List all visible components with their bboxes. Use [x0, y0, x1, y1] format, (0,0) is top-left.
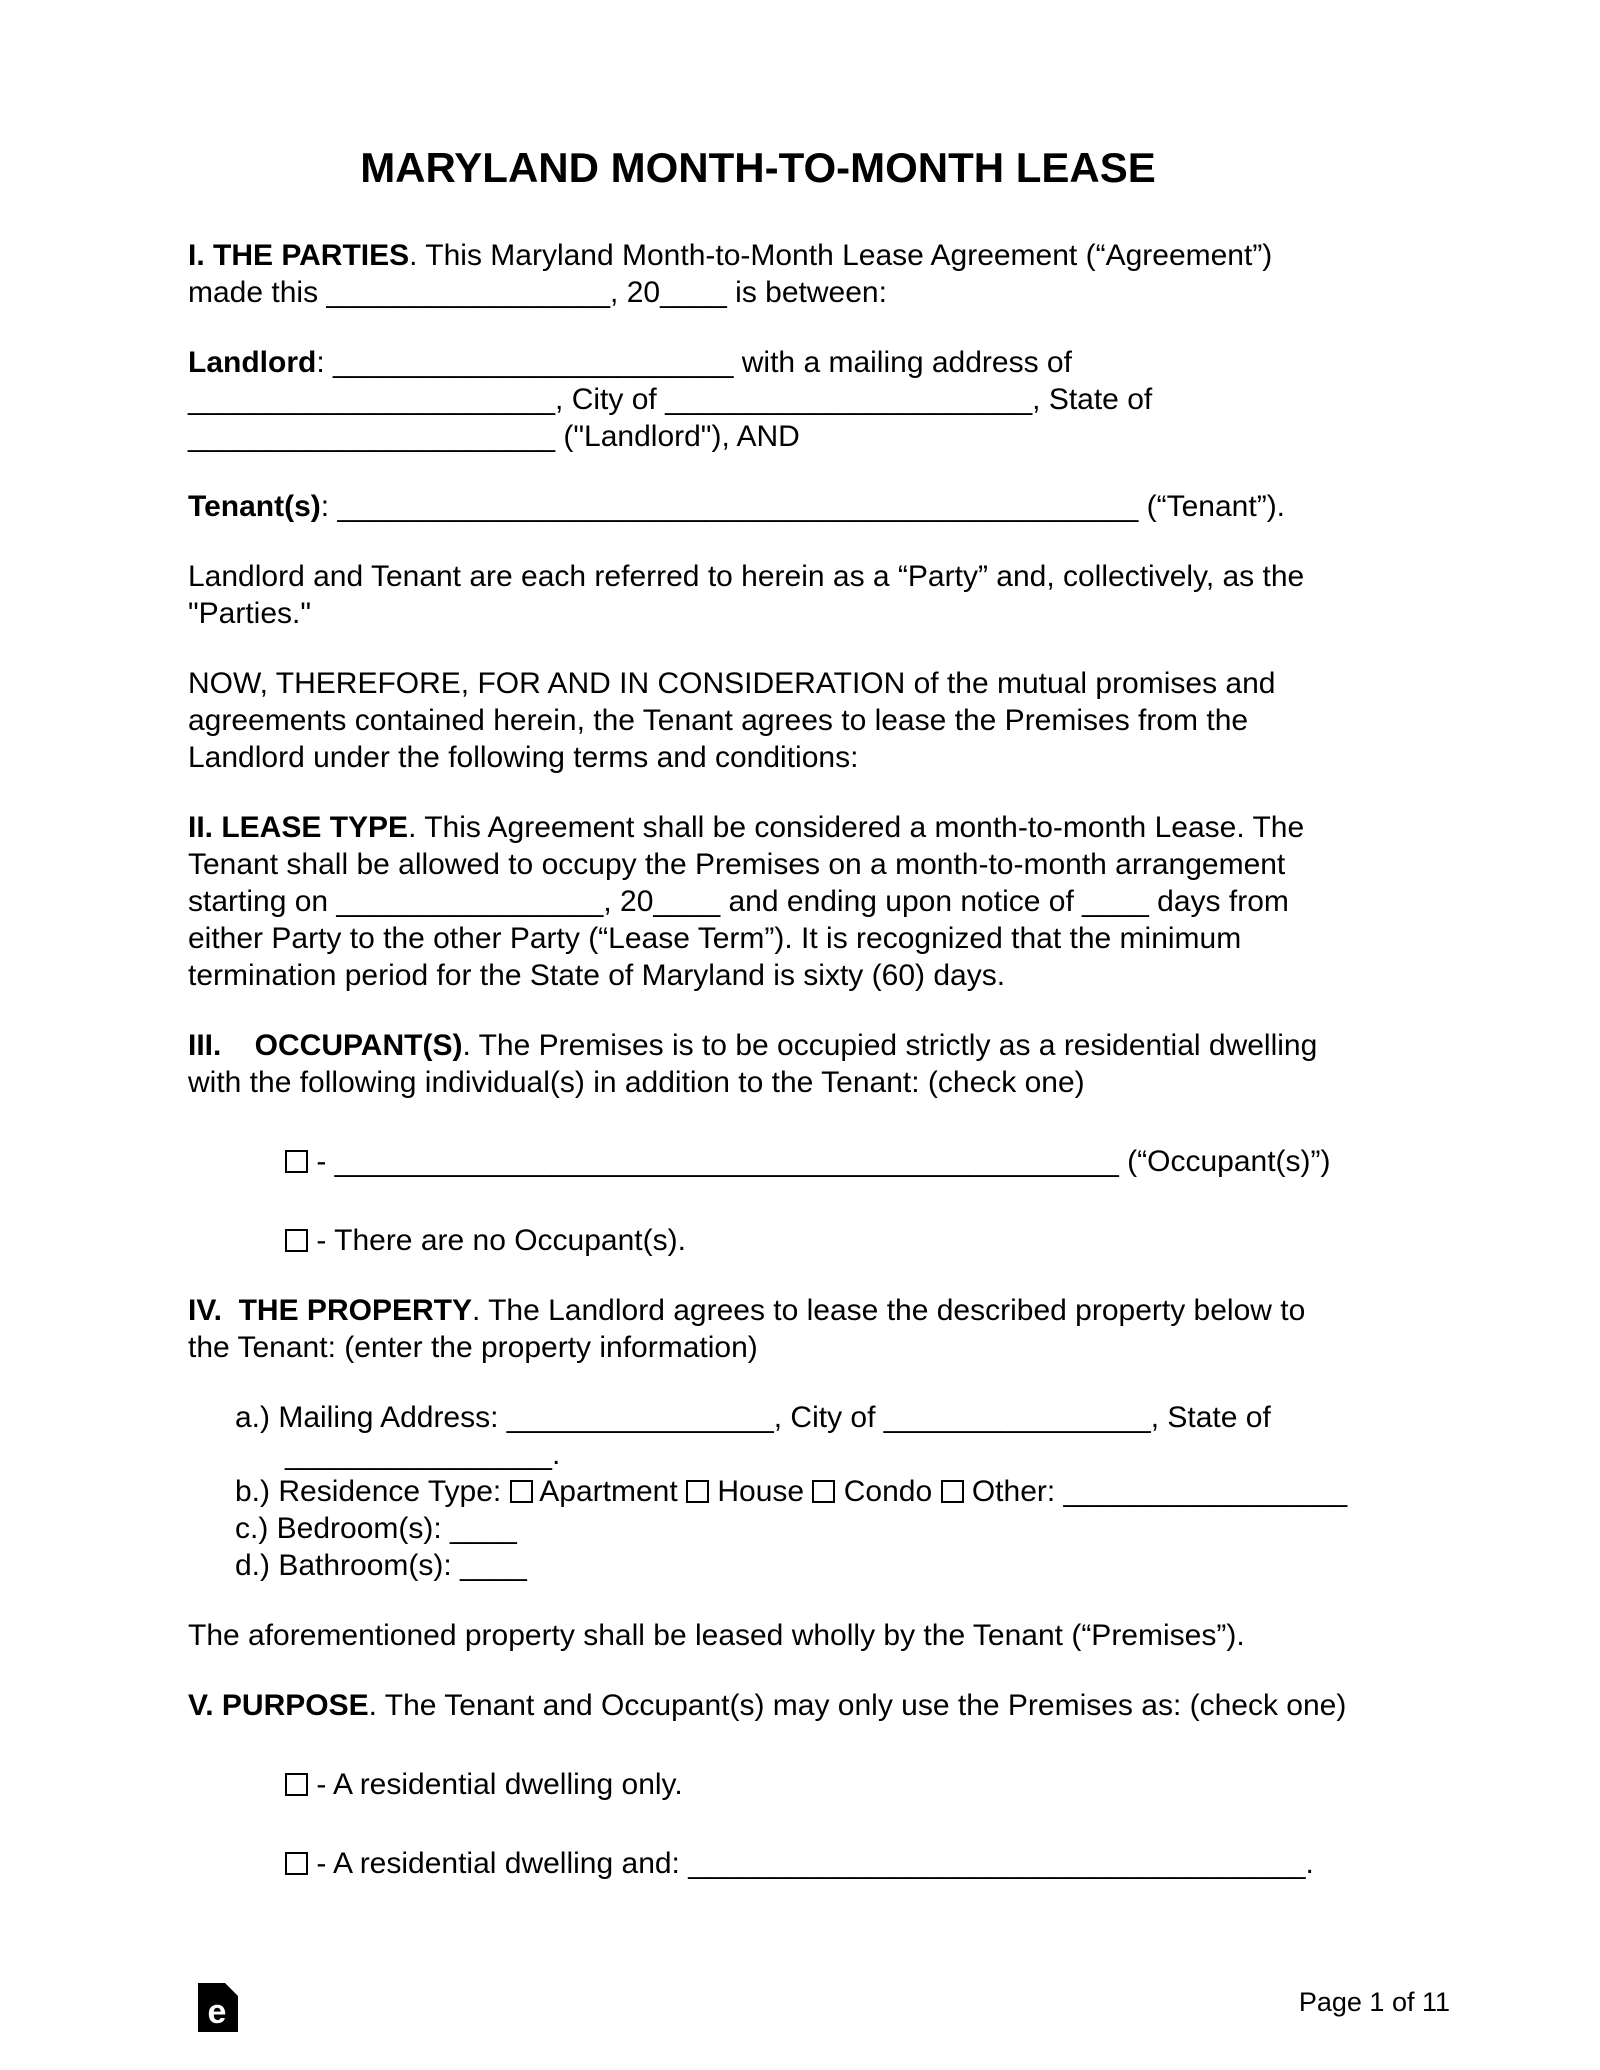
residence-type-row: b.) Residence Type: Apartment House Condo Other: _________________ — [235, 1475, 1348, 1508]
text-line: V. PURPOSE. The Tenant and Occupant(s) may only use the Premises as: (check one) — [188, 1689, 1347, 1722]
text-line: ______________________, City of ______________________, State of — [188, 383, 1153, 416]
checkbox-condo[interactable] — [812, 1480, 835, 1503]
text-line: II. LEASE TYPE. This Agreement shall be considered a month-to-month Lease. The — [188, 811, 1305, 844]
document-title: MARYLAND MONTH-TO-MONTH LEASE — [360, 144, 1156, 191]
checkbox-option-row: - A residential dwelling only. — [188, 1766, 1450, 1803]
text-line: starting on ________________, 20____ and ending upon notice of ____ days from — [188, 885, 1289, 918]
section-heading: I. THE PARTIES — [188, 239, 410, 272]
text-line: either Party to the other Party (“Lease Term”). It is recognized that the minimum — [188, 922, 1242, 955]
landlord-block — [188, 344, 1450, 455]
section-heading: V. PURPOSE — [188, 1689, 369, 1722]
checkbox-option-row: - A residential dwelling and: _____________________________________. — [188, 1845, 1450, 1882]
tenant-block — [188, 488, 1450, 525]
checkbox-other[interactable] — [941, 1480, 964, 1503]
text-line: termination period for the State of Maryland is sixty (60) days. — [188, 959, 1006, 992]
page-number: Page 1 of 11 — [1298, 1987, 1450, 2017]
text-line: The aforementioned property shall be leased wholly by the Tenant (“Premises”). — [188, 1619, 1245, 1652]
text-line: ______________________ ("Landlord"), AND — [188, 420, 800, 453]
text-line: agreements contained herein, the Tenant agrees to lease the Premises from the — [188, 704, 1249, 737]
premises-clause — [188, 1617, 1450, 1654]
section-heading: II. LEASE TYPE — [188, 811, 409, 844]
text-line: with the following individual(s) in addition to the Tenant: (check one) — [188, 1066, 1085, 1099]
section-property — [188, 1292, 1450, 1366]
section-purpose — [188, 1687, 1450, 1724]
text-line: Landlord: ________________________ with a mailing address of — [188, 346, 1072, 379]
text-line: made this _________________, 20____ is between: — [188, 276, 887, 309]
mailing-address-line: a.) Mailing Address: ________________, City of ________________, State of — [235, 1401, 1271, 1434]
checkbox-option-row: - There are no Occupant(s). — [188, 1222, 1450, 1259]
text-line: the Tenant: (enter the property information) — [188, 1331, 758, 1364]
text-line: Landlord and Tenant are each referred to herein as a “Party” and, collectively, as the — [188, 560, 1305, 593]
occupants-named-option — [188, 1143, 1450, 1180]
mailing-address-continuation: ________________. — [285, 1438, 561, 1471]
checkbox-residential-and[interactable] — [285, 1852, 308, 1875]
checkbox-occupants-named[interactable] — [285, 1150, 308, 1173]
section-heading: IV. THE PROPERTY — [188, 1294, 472, 1327]
checkbox-residential-only[interactable] — [285, 1773, 308, 1796]
text-line: Landlord under the following terms and conditions: — [188, 741, 859, 774]
no-occupants-option — [188, 1222, 1450, 1259]
bedrooms-line: c.) Bedroom(s): ____ — [235, 1512, 517, 1545]
text-line: NOW, THEREFORE, FOR AND IN CONSIDERATION of the mutual promises and — [188, 667, 1276, 700]
consideration-clause — [188, 665, 1450, 776]
section-heading: III. OCCUPANT(S) — [188, 1029, 463, 1062]
checkbox-apartment[interactable] — [510, 1480, 533, 1503]
checkbox-house[interactable] — [686, 1480, 709, 1503]
text-line: Tenant shall be allowed to occupy the Premises on a month-to-month arrangement — [188, 848, 1286, 881]
text-line: "Parties." — [188, 597, 312, 630]
landlord-label: Landlord — [188, 346, 317, 379]
tenant-label: Tenant(s) — [188, 490, 321, 523]
text-line: Tenant(s): ________________________________________________ (“Tenant”). — [188, 490, 1286, 523]
eforms-logo-icon — [198, 1983, 238, 2041]
parties-definition — [188, 558, 1450, 632]
section-parties — [188, 237, 1450, 311]
residential-only-option — [188, 1766, 1450, 1803]
property-details-list — [188, 1399, 1450, 1584]
text-line: I. THE PARTIES. This Maryland Month-to-Month Lease Agreement (“Agreement”) — [188, 239, 1273, 272]
text-line: III. OCCUPANT(S). The Premises is to be occupied strictly as a residential dwelling — [188, 1029, 1318, 1062]
residential-and-option — [188, 1845, 1450, 1882]
logo-letter: e — [207, 1993, 227, 2031]
section-occupants — [188, 1027, 1450, 1101]
bathrooms-line: d.) Bathroom(s): ____ — [235, 1549, 527, 1582]
checkbox-no-occupants[interactable] — [285, 1229, 308, 1252]
text-line: IV. THE PROPERTY. The Landlord agrees to lease the described property below to — [188, 1294, 1306, 1327]
checkbox-option-row: - _______________________________________________ (“Occupant(s)”) — [188, 1143, 1450, 1180]
section-lease-type — [188, 809, 1450, 994]
